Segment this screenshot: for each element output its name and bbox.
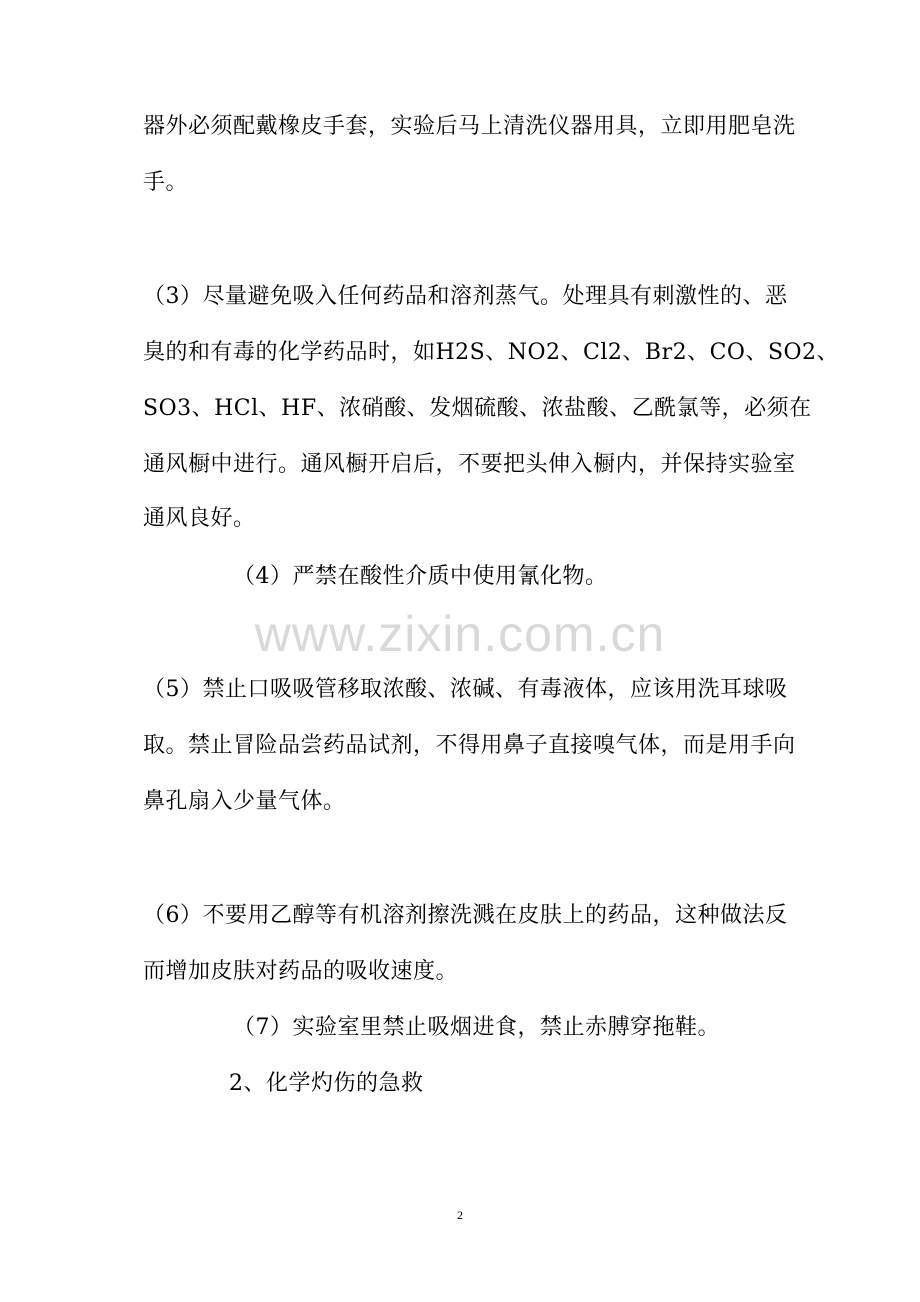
page-number: 2 [457, 1208, 463, 1222]
paragraph-line: （4）严禁在酸性介质中使用氰化物。 [233, 564, 608, 589]
paragraph-line: 而增加皮肤对药品的吸收速度。 [143, 959, 459, 984]
paragraph-line: 器外必须配戴橡皮手套，实验后马上清洗仪器用具，立即用肥皂洗 [143, 114, 796, 139]
paragraph-line: 通风良好。 [143, 506, 256, 531]
paragraph-line: （7）实验室里禁止吸烟进食，禁止赤膊穿拖鞋。 [233, 1015, 720, 1040]
paragraph-line: 取。禁止冒险品尝药品试剂，不得用鼻子直接嗅气体，而是用手向 [143, 733, 796, 758]
paragraph-line: 鼻孔扇入少量气体。 [143, 789, 346, 814]
paragraph-line: （6）不要用乙醇等有机溶剂擦洗溅在皮肤上的药品，这种做法反 [143, 903, 788, 928]
paragraph-line: 通风橱中进行。通风橱开启后，不要把头伸入橱内，并保持实验室 [143, 452, 796, 477]
paragraph-line: （5）禁止口吸吸管移取浓酸、浓碱、有毒液体，应该用洗耳球吸 [143, 677, 788, 702]
section-heading: 2、化学灼伤的急救 [229, 1071, 424, 1096]
paragraph-line: 手。 [143, 170, 189, 195]
paragraph-line: 臭的和有毒的化学药品时，如H2S、NO2、Cl2、Br2、CO、SO2、 [143, 340, 840, 365]
watermark: www.zixin.com.cn [254, 606, 666, 662]
paragraph-line: （3）尽量避免吸入任何药品和溶剂蒸气。处理具有刺激性的、恶 [143, 284, 788, 309]
paragraph-line: SO3、HCl、HF、浓硝酸、发烟硫酸、浓盐酸、乙酰氯等，必须在 [143, 396, 812, 421]
